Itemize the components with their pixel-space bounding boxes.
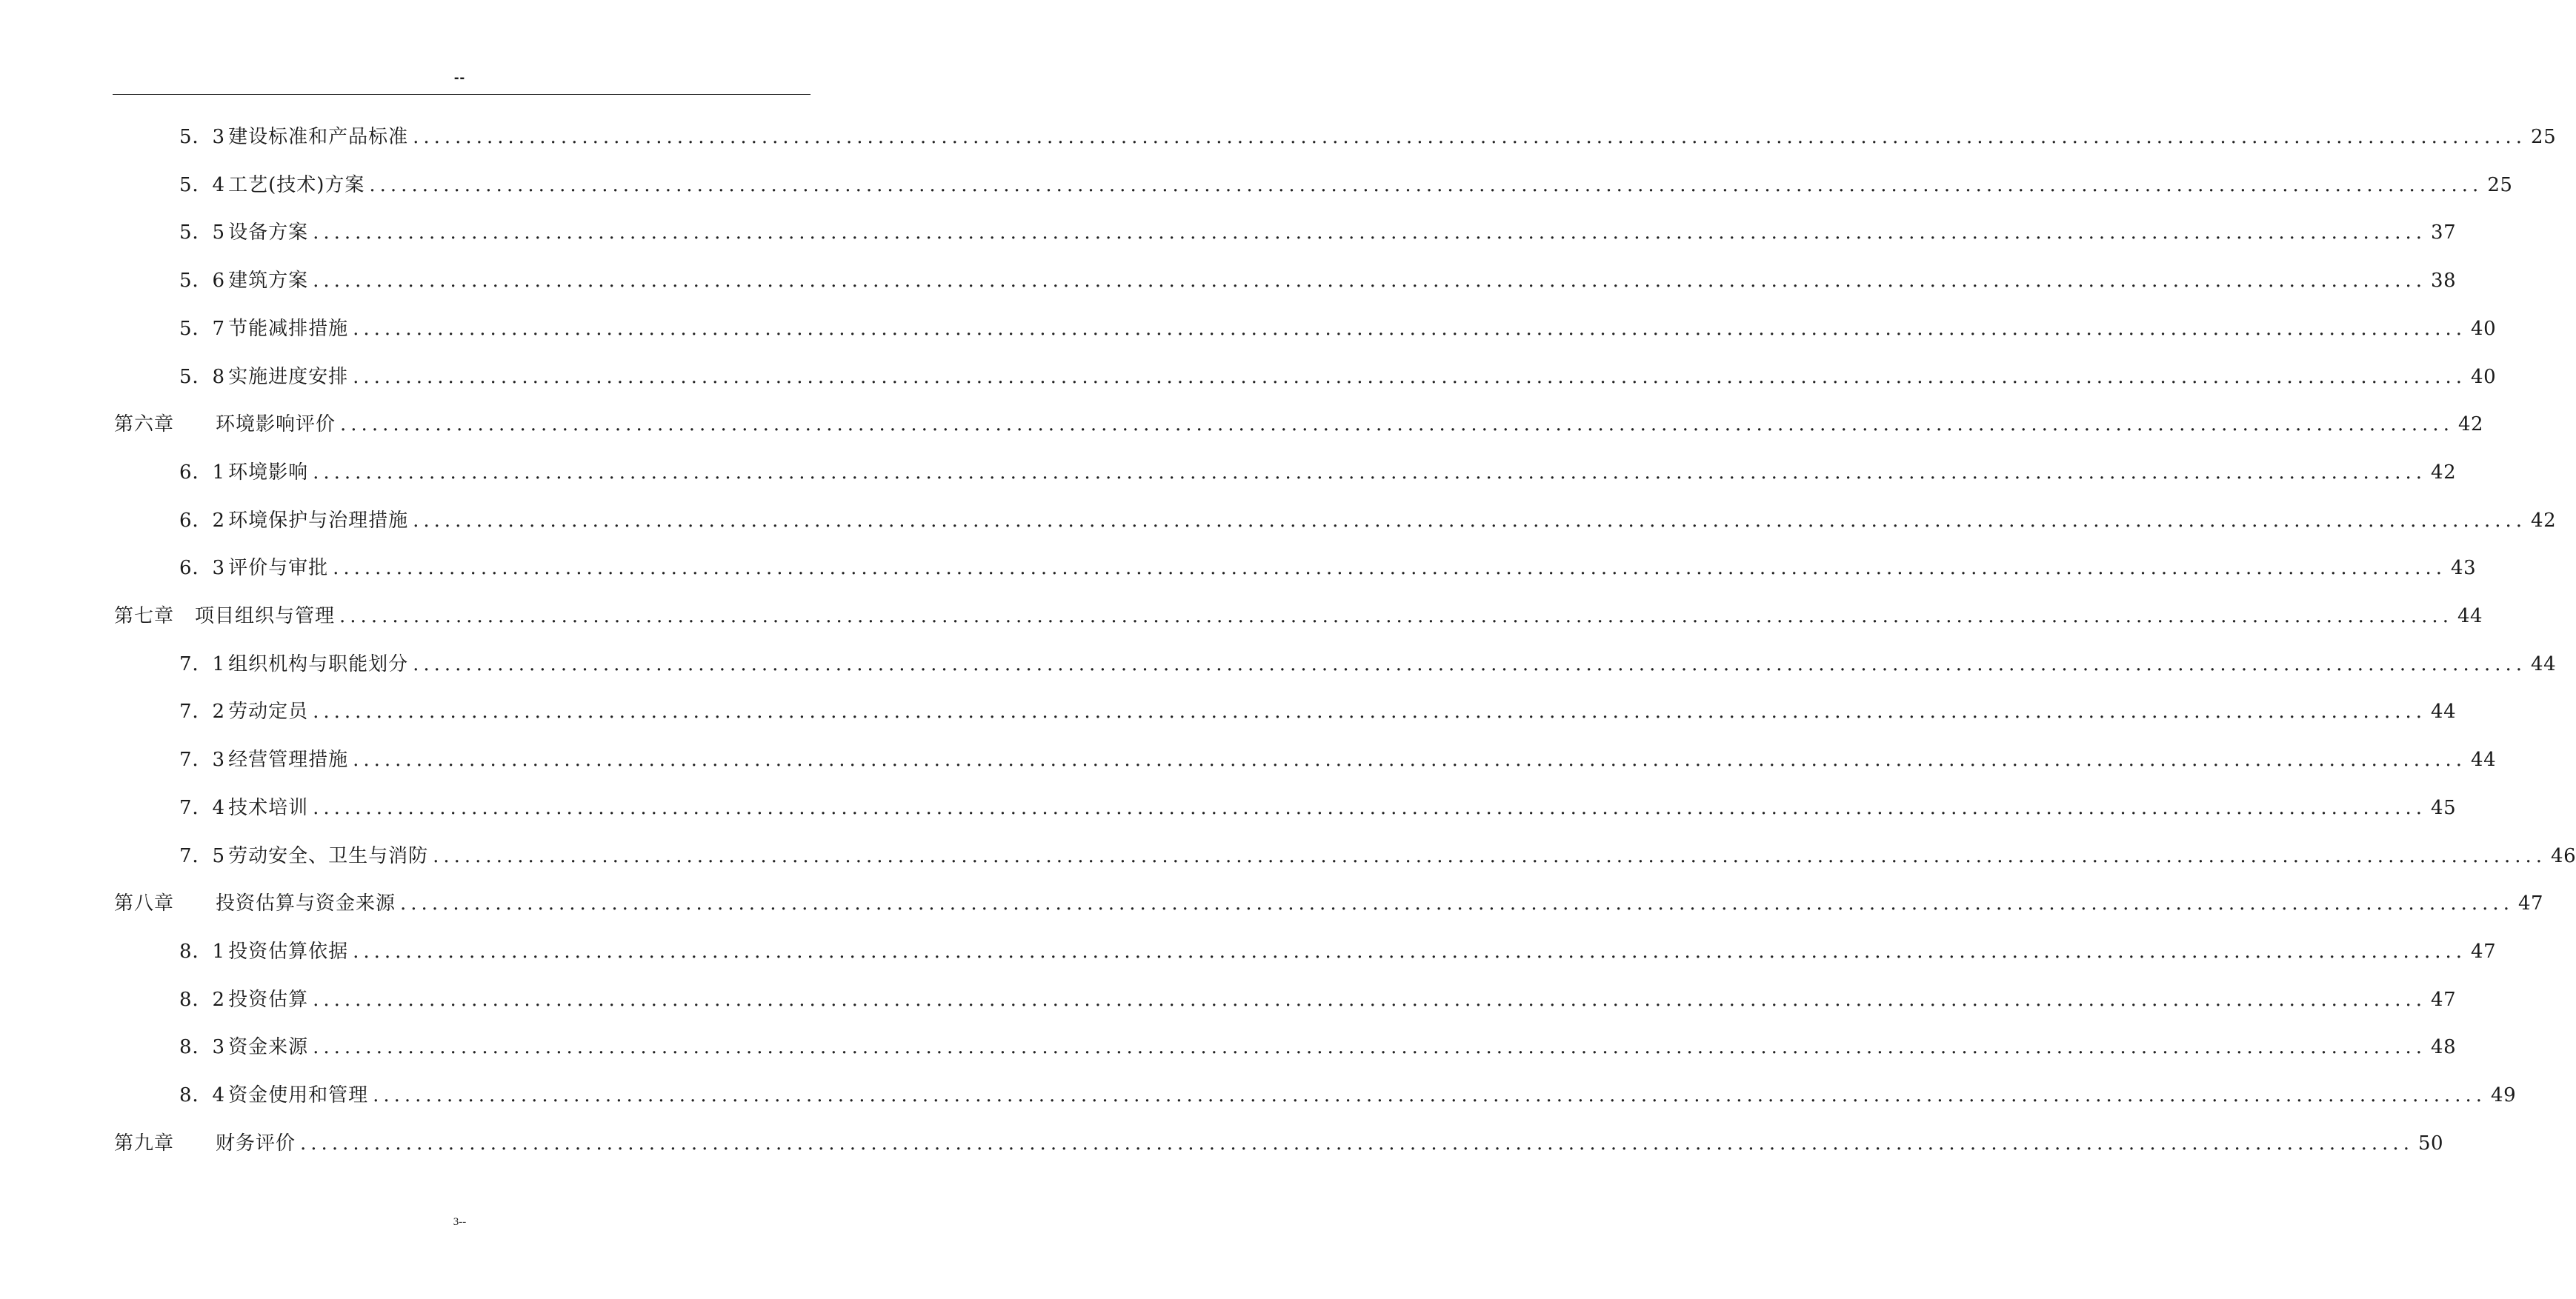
toc-section-entry[interactable] bbox=[179, 122, 2557, 152]
toc-entry-page: 44 bbox=[2431, 701, 2457, 724]
toc-section-entry[interactable] bbox=[179, 937, 2497, 966]
toc-entry-number: 5．3 bbox=[179, 126, 226, 148]
toc-dot-leader: ........................................................................................................................................................................................................ bbox=[413, 509, 2527, 532]
toc-entry-title: 建筑方案 bbox=[228, 270, 309, 293]
toc-dot-leader: ........................................................................................................................................................................................................ bbox=[313, 270, 2427, 293]
toc-dot-leader: ........................................................................................................................................................................................................ bbox=[313, 221, 2427, 244]
toc-entry-title: 投资估算依据 bbox=[228, 940, 349, 963]
toc-section-entry[interactable] bbox=[179, 218, 2457, 247]
toc-entry-number: 5．5 bbox=[179, 221, 226, 244]
toc-dot-leader: ........................................................................................................................................................................................................ bbox=[313, 1036, 2427, 1059]
toc-dot-leader: ........................................................................................................................................................................................................ bbox=[300, 1132, 2414, 1155]
toc-entry-title: 建设标准和产品标准 bbox=[228, 126, 409, 148]
toc-section-entry[interactable] bbox=[179, 266, 2457, 295]
toc-chapter-entry[interactable] bbox=[114, 889, 2544, 918]
toc-entry-title: 节能减排措施 bbox=[228, 317, 349, 340]
toc-entry-page: 43 bbox=[2451, 557, 2477, 580]
toc-dot-leader: ........................................................................................................................................................................................................ bbox=[333, 557, 2447, 580]
header-rule bbox=[113, 94, 811, 95]
toc-entry-page: 25 bbox=[2487, 173, 2513, 196]
toc-entry-page: 47 bbox=[2471, 940, 2497, 963]
toc-dot-leader: ........................................................................................................................................................................................................ bbox=[413, 126, 2527, 148]
toc-entry-number: 第九章 bbox=[114, 1132, 175, 1155]
toc-entry-page: 38 bbox=[2431, 270, 2457, 293]
toc-dot-leader: ........................................................................................................................................................................................................ bbox=[433, 844, 2547, 867]
toc-entry-number: 5．8 bbox=[179, 365, 226, 388]
toc-entry-number: 5．7 bbox=[179, 317, 226, 340]
toc-dot-leader: ........................................................................................................................................................................................................ bbox=[353, 317, 2467, 340]
toc-entry-number: 8．4 bbox=[179, 1084, 226, 1106]
toc-entry-title: 财务评价 bbox=[216, 1132, 296, 1155]
toc-section-entry[interactable] bbox=[179, 745, 2497, 775]
toc-dot-leader: ........................................................................................................................................................................................................ bbox=[369, 173, 2483, 196]
toc-dot-leader: ........................................................................................................................................................................................................ bbox=[340, 413, 2454, 436]
toc-section-entry[interactable] bbox=[179, 650, 2557, 679]
toc-dot-leader: ........................................................................................................................................................................................................ bbox=[313, 701, 2427, 724]
toc-entry-title: 经营管理措施 bbox=[228, 749, 349, 772]
toc-entry-title: 资金使用和管理 bbox=[228, 1084, 369, 1106]
toc-entry-number: 第八章 bbox=[114, 892, 175, 915]
toc-entry-page: 42 bbox=[2431, 461, 2457, 484]
toc-entry-page: 47 bbox=[2517, 892, 2544, 915]
toc-entry-number: 8．1 bbox=[179, 940, 226, 963]
toc-entry-page: 25 bbox=[2531, 126, 2557, 148]
toc-entry-page: 44 bbox=[2471, 749, 2497, 772]
toc-entry-title: 实施进度安排 bbox=[228, 365, 349, 388]
toc-section-entry[interactable] bbox=[179, 553, 2477, 583]
toc-entry-title: 组织机构与职能划分 bbox=[228, 652, 409, 675]
toc-entry-title: 环境影响 bbox=[228, 461, 309, 484]
toc-chapter-entry[interactable] bbox=[114, 1129, 2444, 1158]
toc-entry-number: 7．3 bbox=[179, 749, 226, 772]
toc-entry-number: 5．4 bbox=[179, 173, 226, 196]
page-header-mark: -- bbox=[453, 70, 466, 86]
toc-section-entry[interactable] bbox=[179, 1032, 2457, 1062]
toc-entry-number: 6．2 bbox=[179, 509, 226, 532]
toc-dot-leader: ........................................................................................................................................................................................................ bbox=[413, 652, 2527, 675]
toc-dot-leader: ........................................................................................................................................................................................................ bbox=[339, 605, 2453, 627]
toc-entry-title: 环境保护与治理措施 bbox=[228, 509, 409, 532]
toc-dot-leader: ........................................................................................................................................................................................................ bbox=[313, 988, 2427, 1011]
toc-section-entry[interactable] bbox=[179, 1081, 2517, 1110]
toc-entry-number: 6．3 bbox=[179, 557, 226, 580]
toc-section-entry[interactable] bbox=[179, 362, 2497, 392]
toc-chapter-entry[interactable] bbox=[114, 410, 2484, 439]
toc-section-entry[interactable] bbox=[179, 170, 2513, 200]
toc-section-entry[interactable] bbox=[179, 314, 2497, 344]
toc-entry-title: 技术培训 bbox=[228, 796, 309, 819]
toc-entry-page: 46 bbox=[2551, 844, 2576, 867]
toc-section-entry[interactable] bbox=[179, 841, 2576, 871]
toc-dot-leader: ........................................................................................................................................................................................................ bbox=[400, 892, 2514, 915]
toc-entry-number: 第六章 bbox=[114, 413, 175, 436]
toc-entry-page: 49 bbox=[2491, 1084, 2517, 1106]
toc-entry-title: 劳动安全、卫生与消防 bbox=[228, 844, 429, 867]
toc-entry-page: 47 bbox=[2431, 988, 2457, 1011]
toc-entry-page: 40 bbox=[2471, 365, 2497, 388]
toc-chapter-entry[interactable] bbox=[114, 601, 2483, 631]
toc-entry-page: 50 bbox=[2417, 1132, 2444, 1155]
toc-dot-leader: ........................................................................................................................................................................................................ bbox=[353, 749, 2467, 772]
toc-entry-title: 项目组织与管理 bbox=[195, 605, 336, 627]
page-number-footer: 3-- bbox=[453, 1216, 467, 1228]
toc-section-entry[interactable] bbox=[179, 793, 2457, 823]
toc-dot-leader: ........................................................................................................................................................................................................ bbox=[373, 1084, 2487, 1106]
toc-entry-title: 投资估算 bbox=[228, 988, 309, 1011]
toc-entry-page: 40 bbox=[2471, 317, 2497, 340]
toc-entry-page: 44 bbox=[2531, 652, 2557, 675]
toc-entry-number: 5．6 bbox=[179, 270, 226, 293]
toc-entry-title: 劳动定员 bbox=[228, 701, 309, 724]
toc-entry-number: 第七章 bbox=[114, 605, 175, 627]
toc-entry-title: 设备方案 bbox=[228, 221, 309, 244]
toc-section-entry[interactable] bbox=[179, 506, 2557, 535]
toc-dot-leader: ........................................................................................................................................................................................................ bbox=[353, 940, 2467, 963]
toc-section-entry[interactable] bbox=[179, 458, 2457, 487]
toc-entry-title: 投资估算与资金来源 bbox=[216, 892, 396, 915]
toc-entry-title: 评价与审批 bbox=[228, 557, 329, 580]
toc-section-entry[interactable] bbox=[179, 697, 2457, 727]
toc-entry-number: 7．4 bbox=[179, 796, 226, 819]
toc-section-entry[interactable] bbox=[179, 985, 2457, 1015]
toc-entry-number: 7．2 bbox=[179, 701, 226, 724]
toc-entry-page: 37 bbox=[2431, 221, 2457, 244]
toc-entry-title: 环境影响评价 bbox=[216, 413, 336, 436]
toc-entry-title: 资金来源 bbox=[228, 1036, 309, 1059]
toc-entry-number: 8．2 bbox=[179, 988, 226, 1011]
toc-dot-leader: ........................................................................................................................................................................................................ bbox=[313, 796, 2427, 819]
toc-dot-leader: ........................................................................................................................................................................................................ bbox=[353, 365, 2467, 388]
toc-entry-number: 8．3 bbox=[179, 1036, 226, 1059]
toc-entry-number: 7．5 bbox=[179, 844, 226, 867]
toc-dot-leader: ........................................................................................................................................................................................................ bbox=[313, 461, 2427, 484]
toc-entry-page: 44 bbox=[2457, 605, 2483, 627]
toc-entry-page: 42 bbox=[2457, 413, 2484, 436]
toc-entry-title: 工艺(技术)方案 bbox=[228, 173, 365, 196]
toc-entry-number: 7．1 bbox=[179, 652, 226, 675]
toc-entry-page: 45 bbox=[2431, 796, 2457, 819]
toc-entry-number: 6．1 bbox=[179, 461, 226, 484]
toc-entry-page: 48 bbox=[2431, 1036, 2457, 1059]
toc-entry-page: 42 bbox=[2531, 509, 2557, 532]
